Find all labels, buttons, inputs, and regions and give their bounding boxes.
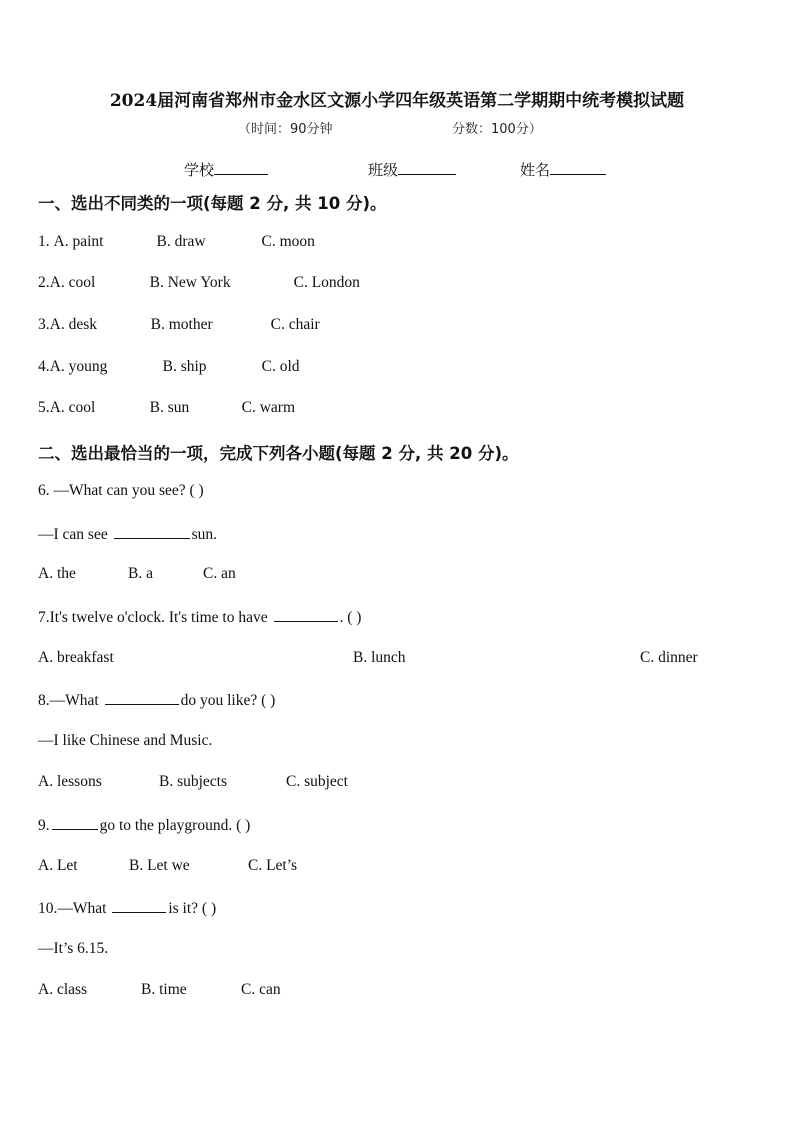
- question-number: 3.: [38, 316, 50, 333]
- stem-text: do you like? ( ): [180, 692, 276, 709]
- class-field: [368, 159, 456, 180]
- option-a: A. class: [38, 981, 88, 998]
- school-blank: [214, 160, 268, 175]
- question-2: [38, 274, 360, 292]
- exam-title: 2024届河南省郑州市金水区文源小学四年级英语第二学期期中统考模拟试题: [109, 91, 685, 111]
- option-c: C. London: [293, 274, 360, 291]
- name-label: 姓名: [520, 161, 551, 179]
- stem-blank: [274, 607, 338, 622]
- option-c: C. subject: [286, 773, 348, 790]
- option-c: C. chair: [270, 316, 320, 333]
- stem-text: 8.—What: [38, 692, 103, 709]
- option-b: B. ship: [162, 358, 207, 375]
- exam-score: 分数：100分）: [452, 122, 542, 137]
- question-6-options: [38, 565, 236, 583]
- question-8-options: [38, 773, 348, 791]
- option-a: A. cool: [49, 274, 96, 291]
- question-number: 5.: [38, 399, 50, 416]
- question-10-options: [38, 981, 281, 999]
- option-b: B. Let we: [129, 857, 190, 874]
- question-number: 1.: [38, 233, 54, 250]
- option-b: B. subjects: [159, 773, 228, 790]
- school-label: 学校: [184, 161, 215, 179]
- question-4: [38, 358, 300, 376]
- stem-text: 9.: [38, 817, 50, 834]
- stem-text: . ( ): [339, 609, 362, 626]
- option-b: B. time: [141, 981, 187, 998]
- name-blank: [550, 160, 606, 175]
- stem-blank: [112, 898, 166, 913]
- option-b: B. draw: [156, 233, 206, 250]
- option-a: A. lessons: [38, 773, 102, 790]
- answer-blank: [114, 524, 190, 539]
- option-c: C. Let’s: [248, 857, 298, 874]
- question-10-stem: [38, 898, 216, 918]
- question-5: [38, 399, 295, 417]
- exam-time: （时间：90分钟: [238, 122, 333, 137]
- class-label: 班级: [368, 161, 399, 179]
- question-6-answer: [38, 524, 217, 544]
- answer-text: sun.: [191, 526, 218, 543]
- option-a: A. paint: [53, 233, 104, 250]
- option-c: C. old: [261, 358, 300, 375]
- stem-text: 7.It's twelve o'clock. It's time to have: [38, 609, 272, 626]
- stem-blank: [105, 690, 179, 705]
- option-b: B. mother: [150, 316, 213, 333]
- option-c: C. an: [203, 565, 236, 582]
- section1-heading: 一、选出不同类的一项(每题 2 分, 共 10 分)。: [38, 194, 387, 213]
- option-a: A. the: [38, 565, 76, 582]
- option-b: B. a: [128, 565, 153, 582]
- question-7-stem: [38, 607, 361, 627]
- option-a: A. young: [49, 358, 108, 375]
- stem-text: go to the playground. ( ): [99, 817, 251, 834]
- name-field: [520, 159, 606, 180]
- question-7-option-c: C. dinner: [640, 649, 698, 666]
- question-number: 2.: [38, 274, 50, 291]
- option-a: A. desk: [49, 316, 97, 333]
- question-8-answer: —I like Chinese and Music.: [38, 732, 213, 749]
- option-c: C. warm: [241, 399, 296, 416]
- question-9-options: [38, 857, 297, 875]
- option-a: A. cool: [49, 399, 96, 416]
- class-blank: [398, 160, 456, 175]
- option-b: B. sun: [149, 399, 190, 416]
- stem-text: is it? ( ): [168, 900, 217, 917]
- option-a: A. Let: [38, 857, 78, 874]
- question-3: [38, 316, 320, 334]
- school-field: [184, 159, 268, 180]
- option-c: C. can: [241, 981, 281, 998]
- question-10-answer: —It’s 6.15.: [38, 940, 109, 957]
- question-number: 4.: [38, 358, 50, 375]
- stem-blank: [52, 815, 98, 830]
- stem-text: 10.—What: [38, 900, 111, 917]
- question-1: [38, 233, 315, 251]
- question-9-stem: [38, 815, 250, 835]
- option-b: B. New York: [149, 274, 231, 291]
- answer-text: —I can see: [38, 526, 112, 543]
- section2-heading: 二、选出最恰当的一项，完成下列各小题(每题 2 分, 共 20 分)。: [38, 444, 519, 463]
- question-8-stem: [38, 690, 275, 710]
- option-c: C. moon: [261, 233, 315, 250]
- question-7-option-a: A. breakfast: [38, 649, 114, 666]
- question-7-option-b: B. lunch: [353, 649, 406, 666]
- question-6-stem: 6. —What can you see? ( ): [38, 482, 204, 499]
